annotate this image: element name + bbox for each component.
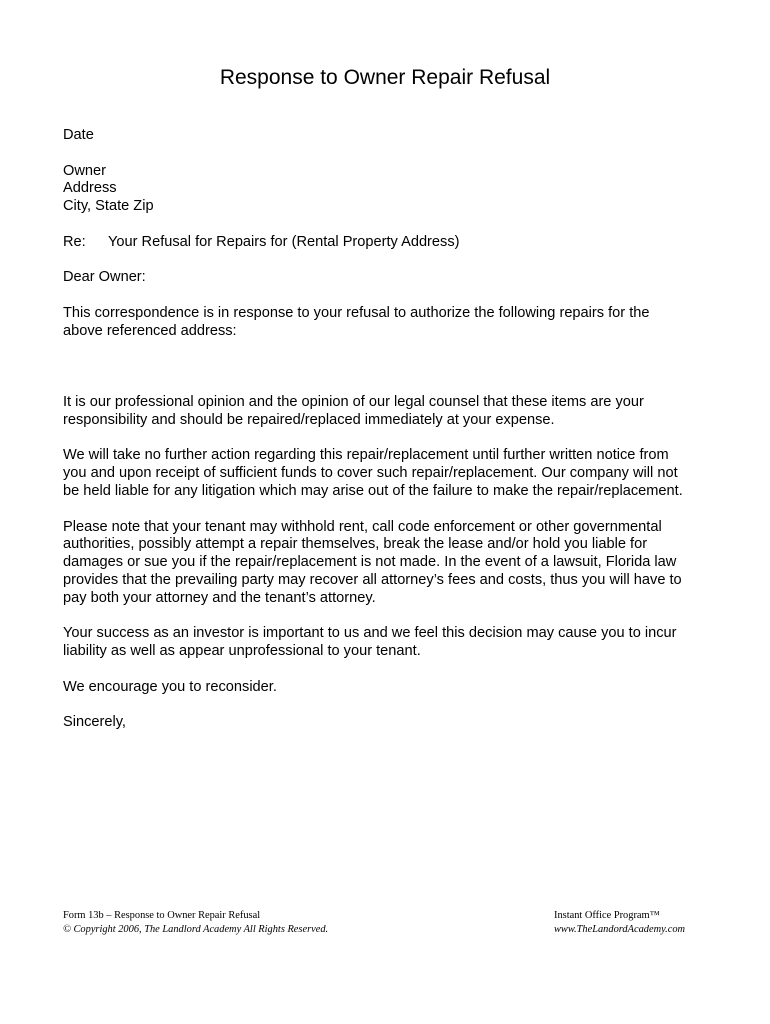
paragraph-line: liability as well as appear unprofessional to your tenant. [63,643,421,660]
paragraph-line: Please note that your tenant may withhold rent, call code enforcement or other governmental [63,518,662,535]
paragraph-line: above referenced address: [63,322,237,339]
paragraph-success [63,625,713,661]
recipient-city-state-zip: City, State Zip [63,198,154,215]
closing: Sincerely, [63,714,126,731]
paragraph-no-action [63,447,713,500]
footer-right [554,909,714,937]
date-placeholder: Date [63,127,94,143]
paragraph-line: responsibility and should be repaired/replaced immediately at your expense. [63,411,555,428]
footer-form-label: Form 13b – Response to Owner Repair Refusal [63,910,261,921]
paragraph-line: We will take no further action regarding this repair/replacement until further written notice from [63,447,669,464]
paragraph-opinion [63,394,713,430]
paragraph-line: provides that the prevailing party may recover all attorney’s fees and costs, thus you will have to [63,571,682,588]
paragraph-line: We encourage you to reconsider. [63,678,277,695]
paragraph-intro [63,305,713,341]
paragraph-line: This correspondence is in response to your refusal to authorize the following repairs for the [63,304,650,321]
footer-left [63,909,423,937]
paragraph-line: pay both your attorney and the tenant’s attorney. [63,589,376,606]
paragraph-line: damages or sue you if the repair/replacement is not made. In the event of a lawsuit, Florida law [63,554,677,571]
subject-line [63,234,713,252]
footer-website: www.TheLandordAcademy.com [554,924,686,935]
subject-label: Re: [63,233,86,250]
letter-body [63,127,713,750]
paragraph-line: be held liable for any litigation which may arise out of the failure to make the repair/replacement. [63,482,683,499]
paragraph-tenant-remedies [63,519,713,608]
repair-list-space [63,358,713,394]
subject-text: Your Refusal for Repairs for (Rental Property Address) [108,233,460,250]
footer-copyright: © Copyright 2006, The Landlord Academy All Rights Reserved. [63,924,329,935]
paragraph-line: you and upon receipt of sufficient funds to cover such repair/replacement. Our company will not [63,465,678,482]
footer-program: Instant Office Program™ [554,910,660,921]
paragraph-line: It is our professional opinion and the opinion of our legal counsel that these items are your [63,393,644,410]
recipient-block [63,163,713,216]
recipient-name: Owner [63,162,106,179]
paragraph-line: authorities, possibly attempt a repair themselves, break the lease and/or hold you liable for [63,536,648,553]
salutation: Dear Owner: [63,269,146,286]
paragraph-line: Your success as an investor is important to us and we feel this decision may cause you to incur [63,625,677,642]
document-title: Response to Owner Repair Refusal [219,66,551,89]
paragraph-reconsider [63,679,713,697]
recipient-address: Address [63,180,117,197]
